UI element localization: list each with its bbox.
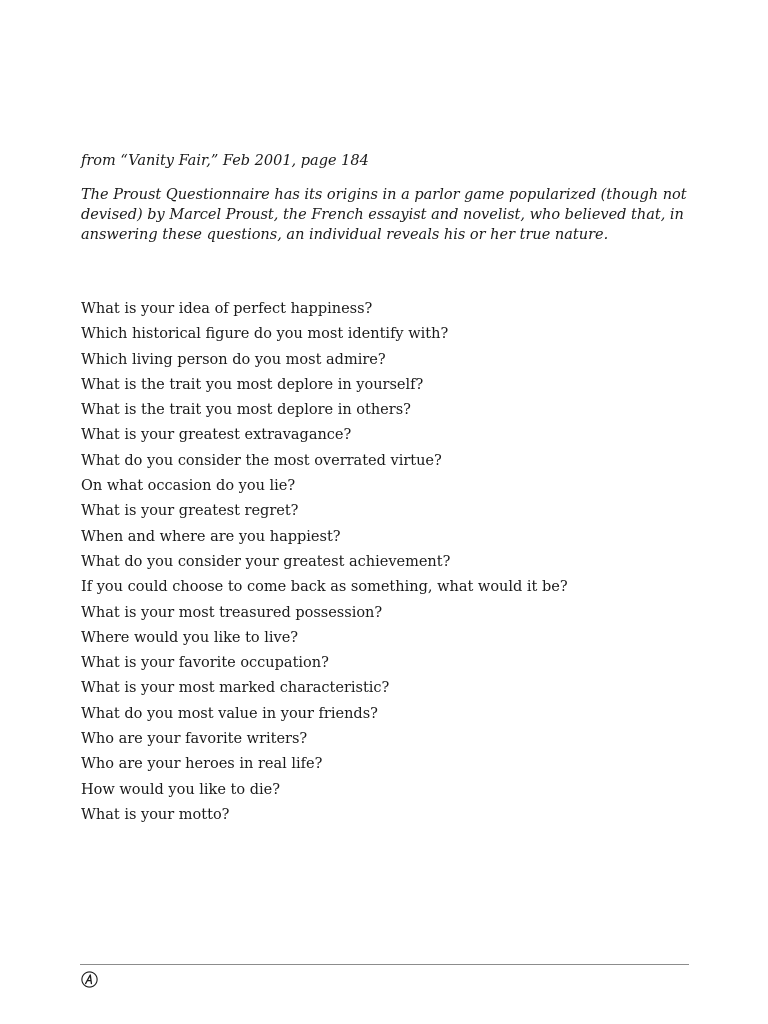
question-item: What is your greatest regret? — [81, 503, 299, 520]
question-item: What is your greatest extravagance? — [81, 427, 352, 444]
question-item: On what occasion do you lie? — [81, 478, 296, 495]
intro-line: answering these questions, an individual reveals his or her true nature. — [81, 227, 609, 243]
question-item: What is your most marked characteristic? — [81, 680, 390, 697]
question-item: What is your most treasured possession? — [81, 604, 383, 621]
question-item: Where would you like to live? — [81, 629, 299, 646]
question-item: Who are your heroes in real life? — [81, 756, 323, 773]
question-item: What do you consider the most overrated virtue? — [81, 452, 442, 469]
question-item: When and where are you happiest? — [81, 528, 341, 545]
question-item: Who are your favorite writers? — [81, 731, 308, 748]
question-item: What is the trait you most deplore in yourself? — [81, 376, 424, 393]
question-item: If you could choose to come back as something, what would it be? — [81, 579, 568, 596]
circled-a-logo-icon — [81, 971, 98, 988]
question-item: What is your idea of perfect happiness? — [81, 301, 373, 317]
footer-divider — [80, 964, 689, 965]
question-item: What do you consider your greatest achievement? — [81, 553, 451, 570]
question-item: What is the trait you most deplore in others? — [81, 402, 411, 419]
question-item: How would you like to die? — [81, 781, 280, 798]
question-item: Which historical figure do you most identify with? — [81, 326, 449, 343]
question-item: What is your motto? — [81, 806, 230, 823]
question-item: What do you most value in your friends? — [81, 705, 378, 722]
source-citation: from “Vanity Fair,” Feb 2001, page 184 — [81, 153, 369, 169]
intro-paragraph — [81, 185, 687, 245]
question-item: Which living person do you most admire? — [81, 351, 386, 368]
question-item: What is your favorite occupation? — [81, 655, 329, 672]
question-list — [81, 298, 568, 829]
intro-line: devised) by Marcel Proust, the French essayist and novelist, who believed that, in — [81, 207, 684, 223]
intro-line: The Proust Questionnaire has its origins in a parlor game popularized (though not — [81, 187, 687, 203]
